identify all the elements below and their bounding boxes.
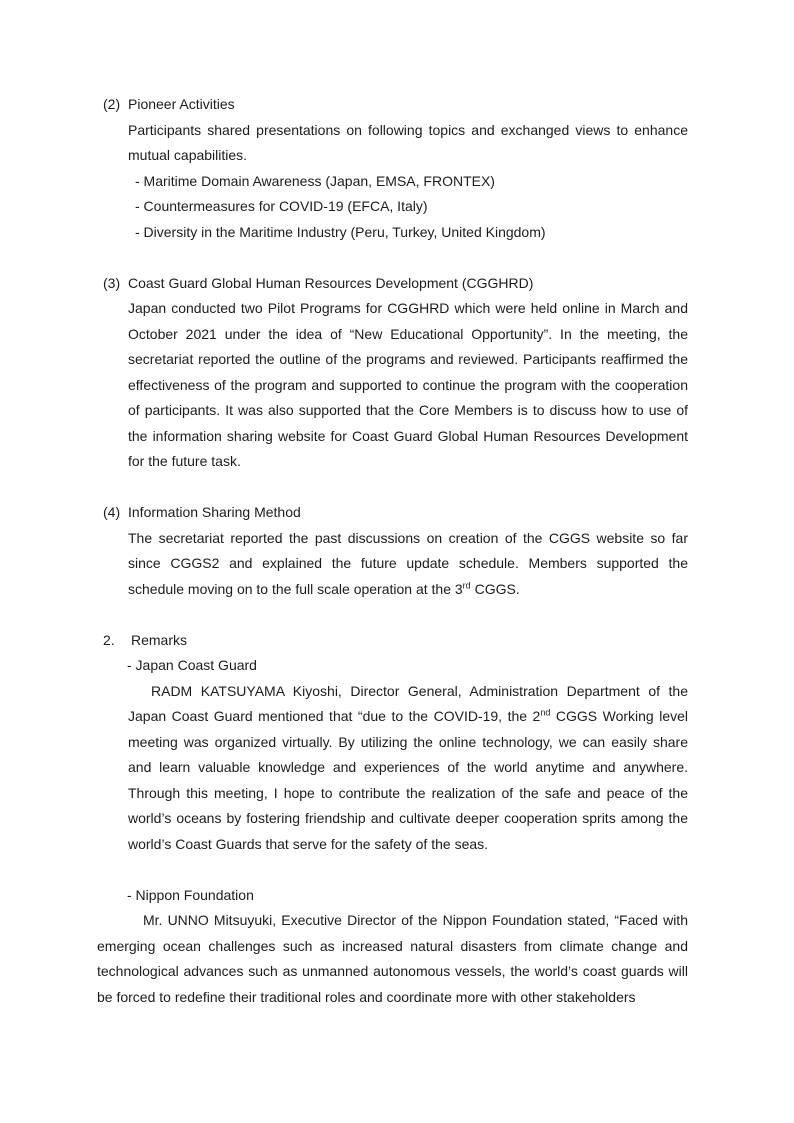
bullet-japan-coast-guard: - Japan Coast Guard bbox=[127, 657, 257, 673]
paragraph-text-pre: RADM KATSUYAMA Kiyoshi, Director General, Administration Department of the Japan Coast Guard mentioned that “due to the COVID-19, the 2 bbox=[128, 682, 688, 724]
ordinal-superscript: rd bbox=[462, 579, 471, 590]
bullet-countermeasures-covid19: - Countermeasures for COVID-19 (EFCA, Italy) bbox=[135, 198, 428, 214]
section-pioneer-activities bbox=[103, 92, 688, 245]
section-heading bbox=[103, 628, 688, 654]
ordinal-superscript: nd bbox=[540, 707, 551, 718]
section-heading bbox=[103, 271, 688, 297]
bullet-nippon-foundation: - Nippon Foundation bbox=[127, 886, 254, 903]
section-number: (2) bbox=[103, 96, 121, 112]
section-title: Coast Guard Global Human Resources Development (CGGHRD) bbox=[128, 274, 534, 291]
section-title: Information Sharing Method bbox=[128, 504, 301, 520]
bullet-maritime-domain-awareness: - Maritime Domain Awareness (Japan, EMSA, FRONTEX) bbox=[135, 172, 495, 189]
nippon-foundation-paragraph: Mr. UNNO Mitsuyuki, Executive Director of the Nippon Foundation stated, “Faced with emerging ocean challenges such as increased natural disasters from climate change and technological advances such as unmanned autonomous vessels, the world’s coast guards will be forced to redefine their traditional roles and coordinate more with other stakeholders bbox=[97, 912, 688, 1005]
section-paragraph bbox=[128, 526, 688, 603]
paragraph-text-post: CGGS. bbox=[470, 580, 520, 597]
section-number: 2. bbox=[103, 631, 115, 648]
section-heading bbox=[103, 92, 688, 118]
section-paragraph: Japan conducted two Pilot Programs for CGGHRD which were held online in March and October 2021 under the idea of “New Educational Opportunity”. In the meeting, the secretariat reported the outline of the programs and reviewed. Participants reaffirmed the effectiveness of the program and supported to continue the program with the cooperation of participants. It was also supported that the Core Members is to discuss how to use of the information sharing website for Coast Guard Global Human Resources Development for the future task. bbox=[128, 300, 688, 469]
paragraph-text-pre: The secretariat reported the past discussions on creation of the CGGS website so far since CGGS2 and explained the future update schedule. Members supported the schedule moving on to the full scale operation at the 3 bbox=[128, 529, 688, 597]
japan-coast-guard-paragraph bbox=[128, 679, 688, 858]
paragraph-text-post: CGGS Working level meeting was organized virtually. By utilizing the online technology, we can easily share and learn valuable knowledge and experiences of the world anytime and anywhere. Through this meeting, I hope to contribute the realization of the safe and peace of the world’s oceans by fostering friendship and cultivate deeper cooperation sprits among the world’s Coast Guards that serve for the safety of the seas. bbox=[128, 708, 689, 852]
section-heading bbox=[103, 500, 688, 526]
section-paragraph: Participants shared presentations on following topics and exchanged views to enhance mutual capabilities. bbox=[128, 121, 688, 163]
section-number: (4) bbox=[103, 504, 121, 520]
section-remarks bbox=[97, 628, 689, 1011]
bullet-diversity-maritime-industry: - Diversity in the Maritime Industry (Peru, Turkey, United Kingdom) bbox=[135, 223, 546, 240]
section-title: Pioneer Activities bbox=[128, 96, 235, 112]
section-information-sharing bbox=[103, 500, 688, 602]
section-title: Remarks bbox=[131, 631, 188, 648]
section-cgghrd bbox=[103, 271, 688, 475]
section-number: (3) bbox=[103, 274, 121, 291]
